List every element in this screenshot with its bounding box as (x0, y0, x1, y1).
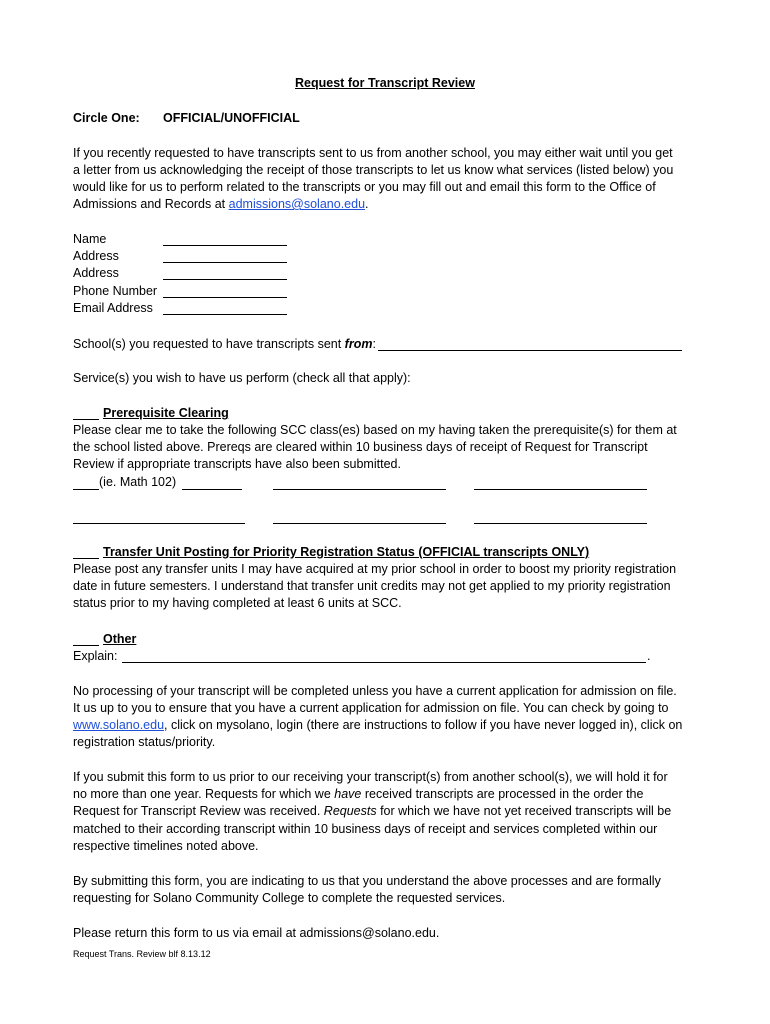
school-label: School(s) you requested to have transcripts sent (73, 337, 345, 351)
solano-website-link[interactable]: www.solano.edu (73, 718, 165, 732)
class-field-5[interactable] (273, 523, 446, 524)
prereq-line-1: Please clear me to take the following SCC class(es) based on my having taken the prerequisite(s) for them at (73, 423, 677, 437)
other-heading: Other (103, 632, 137, 646)
prereq-line-3: Review if appropriate transcripts have also been submitted. (73, 457, 401, 471)
prereq-checkbox-blank[interactable] (73, 419, 99, 420)
return-instructions: Please return this form to us via email at admissions@solano.edu. (73, 926, 440, 940)
intro-line-3: would like for us to perform related to the transcripts or you may fill out and email this form to the Office of (73, 180, 656, 194)
processing-line-3 (73, 717, 682, 734)
admissions-email-link[interactable]: admissions@solano.edu (228, 197, 366, 211)
transfer-line-3: status prior to my having completed at least 6 units at SCC. (73, 596, 402, 610)
phone-field[interactable] (163, 297, 287, 298)
school-line (73, 336, 376, 353)
intro-line-4-text: Admissions and Records at (73, 197, 229, 211)
school-from-word: from (344, 337, 373, 351)
submitting-line-1: By submitting this form, you are indicating to us that you understand the above processes and are formally (73, 874, 661, 888)
school-colon: : (372, 337, 376, 351)
phone-label: Phone Number (73, 284, 158, 298)
email-label: Email Address (73, 301, 153, 315)
explain-end: . (647, 649, 651, 663)
hold-line-2-b: received transcripts are processed in the order the (361, 787, 644, 801)
processing-line-1: No processing of your transcript will be completed unless you have a current application for admission on file. (73, 684, 677, 698)
address-label-2: Address (73, 266, 119, 280)
intro-line-4-end: . (365, 197, 369, 211)
hold-line-3-b: for which we have not yet received transcripts will be (376, 804, 672, 818)
explain-field[interactable] (122, 662, 646, 663)
class-field-1-prefix[interactable] (73, 489, 99, 490)
prereq-line-2: the school listed above. Prereqs are cleared within 10 business days of receipt of Request for Transcript (73, 440, 648, 454)
class-example: (ie. Math 102) (99, 475, 177, 489)
intro-line-2: a letter from us acknowledging the receipt of those transcripts to let us know what services (listed below) you (73, 163, 674, 177)
hold-line-2-a: no more than one year. Requests for which we (73, 787, 335, 801)
class-field-2[interactable] (273, 489, 446, 490)
name-field[interactable] (163, 245, 287, 246)
page-title: Request for Transcript Review (295, 76, 475, 90)
hold-line-1: If you submit this form to us prior to our receiving your transcript(s) from another school(s), we will hold it for (73, 770, 668, 784)
services-intro: Service(s) you wish to have us perform (check all that apply): (73, 371, 411, 385)
hold-line-4: matched to their according transcript within 10 business days of receipt and services completed within our (73, 822, 658, 836)
address-field-2[interactable] (163, 279, 287, 280)
intro-line-4 (73, 196, 369, 213)
transfer-checkbox-blank[interactable] (73, 558, 99, 559)
school-field[interactable] (378, 350, 682, 351)
transfer-heading: Transfer Unit Posting for Priority Registration Status (OFFICIAL transcripts ONLY) (103, 545, 590, 559)
submitting-line-2: requesting for Solano Community College to complete the requested services. (73, 891, 506, 905)
class-field-6[interactable] (474, 523, 647, 524)
form-footer: Request Trans. Review blf 8.13.12 (73, 949, 211, 959)
address-field-1[interactable] (163, 262, 287, 263)
class-field-4[interactable] (73, 523, 245, 524)
hold-line-3-a: Request for Transcript Review was received. (73, 804, 324, 818)
hold-line-3 (73, 803, 671, 820)
prereq-heading: Prerequisite Clearing (103, 406, 229, 420)
address-label-1: Address (73, 249, 119, 263)
class-field-1[interactable] (182, 489, 242, 490)
hold-line-5: respective timelines noted above. (73, 839, 259, 853)
transfer-line-2: date in future semesters. I understand that transfer unit credits may not get applied to my priority registration (73, 579, 671, 593)
processing-line-4: registration status/priority. (73, 735, 216, 749)
intro-line-1: If you recently requested to have transcripts sent to us from another school, you may either wait until you get (73, 146, 673, 160)
processing-line-2: It us up to you to ensure that you have a current application for admission on file. You can check by going to (73, 701, 669, 715)
hold-line-3-em: Requests (323, 804, 377, 818)
hold-line-2 (73, 786, 643, 803)
circle-one-options: OFFICIAL/UNOFFICIAL (163, 111, 300, 125)
circle-one-label: Circle One: (73, 111, 140, 125)
name-label: Name (73, 232, 107, 246)
other-checkbox-blank[interactable] (73, 645, 99, 646)
email-field[interactable] (163, 314, 287, 315)
hold-line-2-em: have (334, 787, 362, 801)
processing-line-3-text: , click on mysolano, login (there are instructions to follow if you have never logged in), click on (164, 718, 683, 732)
class-field-3[interactable] (474, 489, 647, 490)
transfer-line-1: Please post any transfer units I may have acquired at my prior school in order to boost my priority registration (73, 562, 677, 576)
explain-label: Explain: (73, 649, 118, 663)
